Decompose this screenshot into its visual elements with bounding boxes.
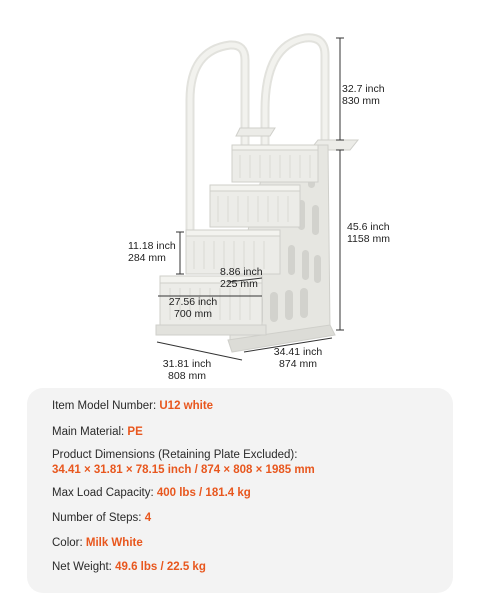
- spec-model: [52, 400, 213, 413]
- spec-net-weight-label: Net Weight:: [52, 561, 116, 573]
- spec-max-load: [52, 487, 251, 500]
- spec-steps-label: Number of Steps:: [52, 512, 145, 524]
- overall-height-label: [347, 221, 390, 245]
- base-depth-label: [160, 358, 214, 382]
- base-depth-inch: 31.81 inch: [162, 358, 212, 370]
- spec-model-label: Item Model Number:: [52, 400, 160, 412]
- top-height-inch: 32.7 inch: [342, 83, 385, 95]
- step-rise-inch: 11.18 inch: [128, 240, 176, 252]
- spec-steps-value: 4: [144, 512, 152, 524]
- spec-max-load-value: 400 lbs / 181.4 kg: [156, 487, 251, 499]
- top-height-mm: 830 mm: [342, 95, 380, 107]
- overall-height-mm: 1158 mm: [347, 233, 390, 245]
- spec-material-label: Main Material:: [52, 426, 128, 438]
- tread-width-mm: 700 mm: [174, 308, 212, 320]
- tread-width-label: [166, 296, 220, 320]
- top-height-label: [342, 83, 385, 107]
- spec-steps: [52, 512, 151, 525]
- spec-material: [52, 426, 143, 439]
- spec-material-value: PE: [127, 426, 143, 438]
- tread-width-inch: 27.56 inch: [168, 296, 218, 308]
- step-depth-mm: 225 mm: [220, 278, 258, 290]
- base-width-inch: 34.41 inch: [273, 346, 323, 358]
- step-rise-mm: 284 mm: [128, 252, 166, 264]
- base-width-mm: 874 mm: [279, 358, 317, 370]
- spec-product-dimensions: [52, 449, 315, 477]
- spec-color-value: Milk White: [85, 537, 143, 549]
- overall-height-inch: 45.6 inch: [347, 221, 390, 233]
- spec-max-load-label: Max Load Capacity:: [52, 487, 157, 499]
- step-depth-inch: 8.86 inch: [220, 266, 263, 278]
- step-rise-label: [128, 240, 176, 264]
- spec-model-value: U12 white: [159, 400, 214, 412]
- spec-net-weight-value: 49.6 lbs / 22.5 kg: [115, 561, 206, 573]
- spec-color-label: Color:: [52, 537, 86, 549]
- step-depth-label: [220, 266, 263, 290]
- spec-net-weight: [52, 561, 206, 574]
- spec-product-dimensions-value: 34.41 × 31.81 × 78.15 inch / 874 × 808 × 1985 mm: [52, 464, 315, 476]
- base-depth-mm: 808 mm: [168, 370, 206, 382]
- base-width-label: [270, 346, 326, 370]
- spec-product-dimensions-label: Product Dimensions (Retaining Plate Excluded):: [52, 449, 298, 461]
- spec-color: [52, 537, 143, 550]
